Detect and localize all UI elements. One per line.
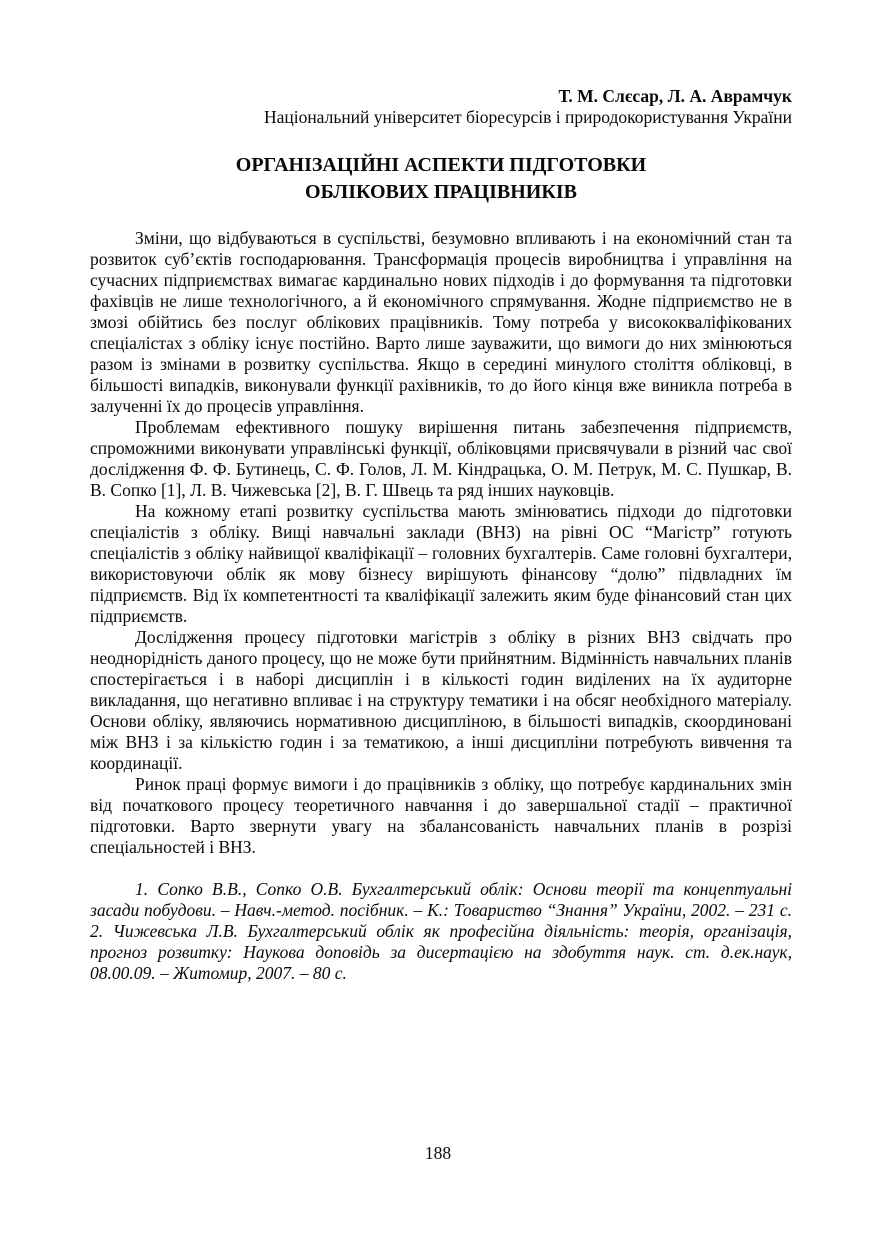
page-number: 188 [424, 1143, 452, 1163]
paragraph-2: Проблемам ефективного пошуку вирішення питань забезпечення підприємств, спроможними виконувати управлінські функції, обліковцями присвячували в різний час свої дослідження Ф. Ф. Бутинець, С. Ф. Голов, Л. М. Кіндрацька, О. М. Петрук, М. С. Пушкар, В. В. Сопко [1], Л. В. Чижевська [2], В. Г. Швець та ряд інших науковців. [90, 417, 792, 500]
paragraph-3: На кожному етапі розвитку суспільства мають змінюватись підходи до підготовки спеціалістів з обліку. Вищі навчальні заклади (ВНЗ) на рівні ОС “Магістр” готують спеціалістів з обліку найвищої кваліфікації – головних бухгалтерів. Саме головні бухгалтери, використовуючи облік як мову бізнесу вирішують фінансову “долю” підвладних їм підприємств. Від їх компетентності та кваліфікації залежить яким буде фінансовий стан цих підприємств. [90, 501, 792, 626]
paragraph-1: Зміни, що відбуваються в суспільстві, безумовно впливають і на економічний стан та розвиток суб’єктів господарювання. Трансформація процесів виробництва і управління на сучасних підприємствах вимагає кардинально нових підходів і до формування та підготовки фахівців не лише технологічного, а й економічного спрямування. Жодне підприємство не в змозі обійтись без послуг облікових працівників. Тому потреба у висококваліфікованих спеціалістах з обліку існує постійно. Варто лише зауважити, що вимоги до них змінюються разом із змінами в розвитку суспільства. Якщо в середині минулого століття обліковці, в більшості випадків, виконували функції рахівників, то до його кінця вже виникла потреба в залученні їх до процесів управління. [90, 228, 792, 416]
article-body [90, 228, 792, 858]
references-paragraph: 1. Сопко В.В., Сопко О.В. Бухгалтерський облік: Основи теорії та концептуальні засади побудови. – Навч.-метод. посібник. – К.: Товариство “Знання” України, 2002. – 231 с. 2. Чижевська Л.В. Бухгалтерський облік як професійна діяльність: теорія, організація, прогноз розвитку: Наукова доповідь за дисертацією на здобуття наук. ст. д.ек.наук, 08.00.09. – Житомир, 2007. – 80 с. [90, 879, 792, 983]
paragraph-4: Дослідження процесу підготовки магістрів з обліку в різних ВНЗ свідчать про неоднорідність даного процесу, що не може бути прийнятним. Відмінність навчальних планів спостерігається і в наборі дисциплін і в кількості годин виділених на їх аудиторне викладання, що негативно впливає і на структуру тематики і на обсяг необхідного матеріалу. Основи обліку, являючись нормативною дисципліною, в більшості випадків, скоординовані між ВНЗ і за кількістю годин і за тематикою, а інші дисципліни потребують вивчення та координації. [90, 627, 792, 773]
affiliation-line: Національний університет біоресурсів і природокористування України [263, 107, 792, 127]
paragraph-5: Ринок праці формує вимоги і до працівників з обліку, що потребує кардинальних змін від початкового процесу теоретичного навчання і до завершальної стадії – практичної підготовки. Варто звернути увагу на збалансованість навчальних планів в розрізі спеціальностей і ВНЗ. [90, 774, 792, 857]
article-title [90, 152, 792, 206]
authors-line: Т. М. Слєсар, Л. А. Аврамчук [558, 86, 792, 106]
article-title-line-2: ОБЛІКОВИХ ПРАЦІВНИКІВ [305, 181, 577, 203]
article-title-line-1: ОРГАНІЗАЦІЙНІ АСПЕКТИ ПІДГОТОВКИ [235, 154, 647, 176]
